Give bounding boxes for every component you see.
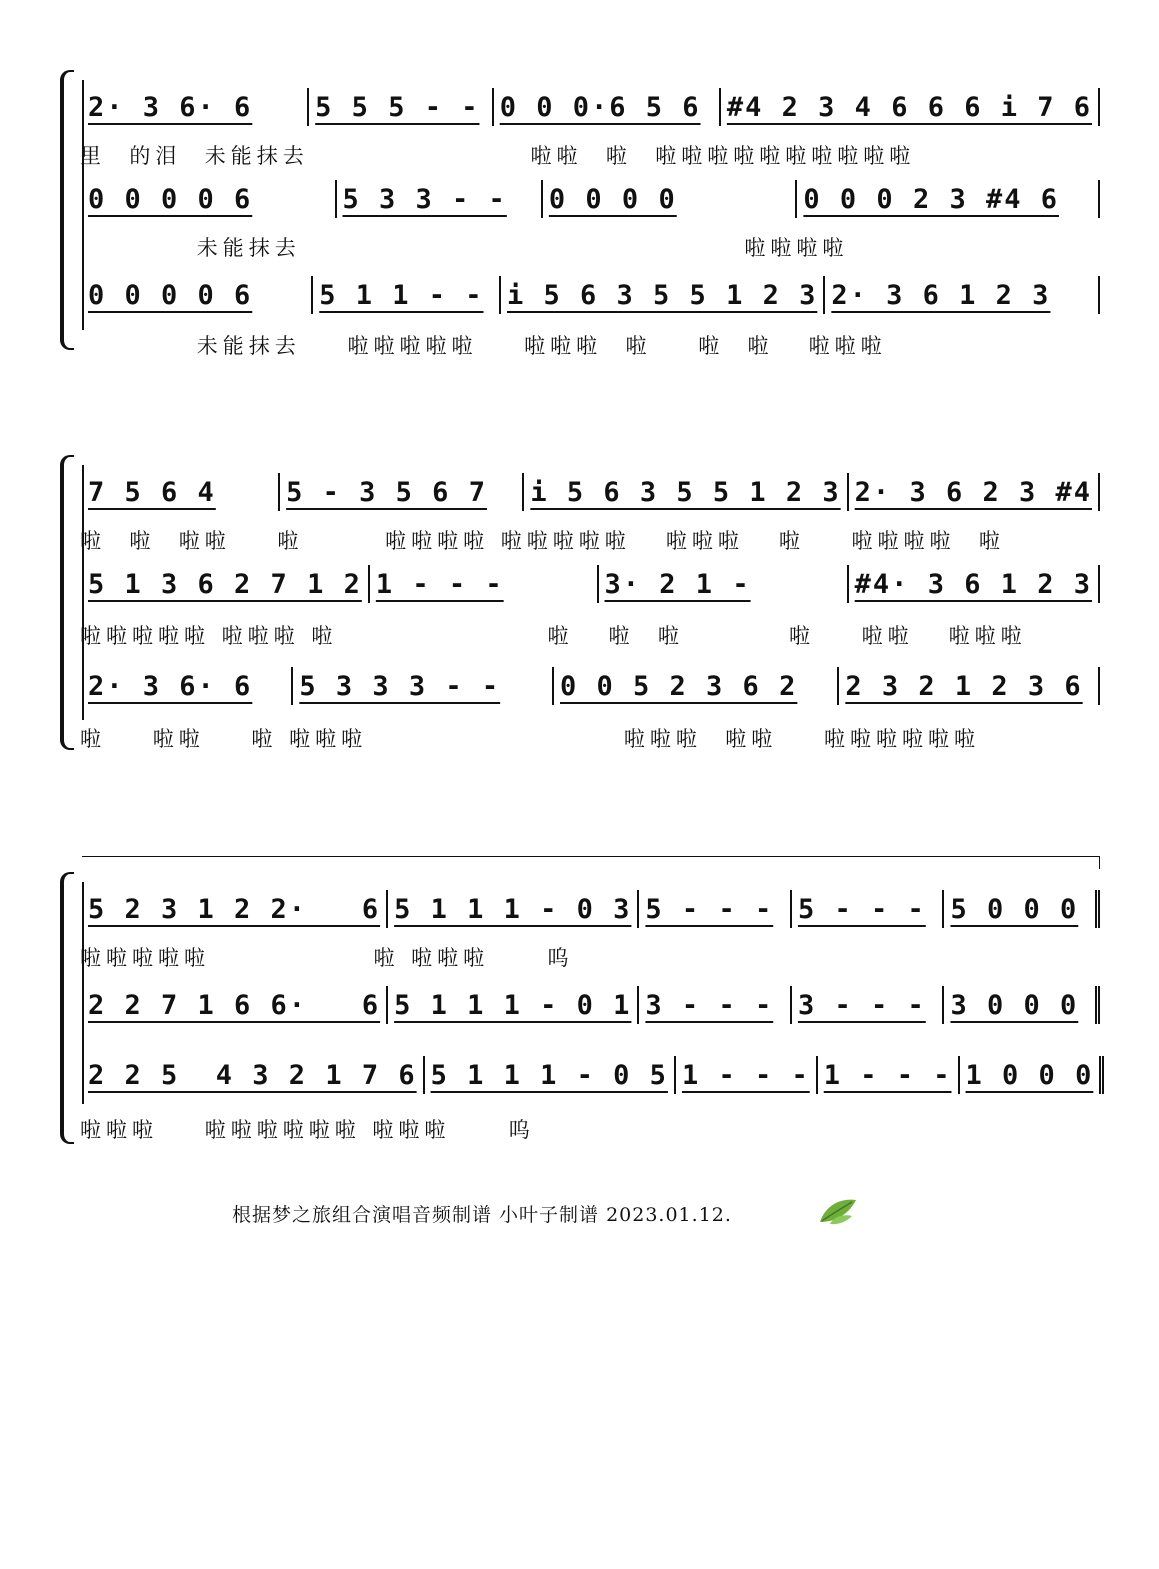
measure: 0 0 0 0 6 <box>82 180 337 218</box>
measure: 0 0 5 2 3 6 2 <box>554 667 839 705</box>
measure: 5 3 3 - - <box>337 180 543 218</box>
system-bracket <box>60 872 74 1144</box>
measure: 5 3 3 3 - - <box>293 667 554 705</box>
voice-3-row <box>82 1056 1100 1094</box>
voice-3-row <box>82 276 1100 314</box>
measure: #4· 3 6 1 2 3 <box>849 565 1100 603</box>
measure: 2 2 5 4 3 2 1 7 6 <box>82 1056 425 1094</box>
system-top-rule <box>82 856 1100 869</box>
measure: i 5 6 3 5 5 1 2 3 <box>524 473 848 511</box>
measure: 7 5 6 4 <box>82 473 280 511</box>
measure: 2· 3 6 2 3 #4 <box>849 473 1100 511</box>
measure: 5 1 1 - - <box>313 276 501 314</box>
score-system-1 <box>60 70 1100 358</box>
voice-3-row <box>82 667 1100 705</box>
measure: 5 - - - <box>639 890 792 928</box>
lyric-line: 未能抹去 啦啦啦啦 <box>80 236 849 260</box>
leaf-icon <box>816 1196 858 1226</box>
lyric-line: 未能抹去 啦啦啦啦啦 啦啦啦 啦 啦 啦 啦啦啦 <box>80 334 887 358</box>
lyric-line: 啦啦啦啦啦 啦啦啦 啦 啦 啦 啦 啦 啦啦 啦啦啦 <box>80 624 1027 648</box>
final-measure: 3 0 0 0 <box>944 986 1100 1024</box>
measure: 1 - - - <box>370 565 599 603</box>
lyric-line: 啦 啦啦 啦 啦啦啦 啦啦啦 啦啦 啦啦啦啦啦啦 <box>80 727 980 751</box>
measure: 2· 3 6· 6 <box>82 667 293 705</box>
measure: 0 0 0 2 3 #4 6 <box>797 180 1100 218</box>
measure: 5 5 5 - - <box>309 88 494 126</box>
measure: i 5 6 3 5 5 1 2 3 <box>501 276 825 314</box>
measure: 5 - 3 5 6 7 <box>280 473 524 511</box>
measure: 3· 2 1 - <box>599 565 849 603</box>
transcription-credit: 根据梦之旅组合演唱音频制谱 小叶子制谱 2023.01.12. <box>232 1204 732 1226</box>
measure: 5 1 3 6 2 7 1 2 <box>82 565 370 603</box>
lyric-line: 啦啦啦啦啦 啦 啦啦啦 呜 <box>80 946 574 970</box>
measure: 3 - - - <box>639 986 792 1024</box>
final-measure: 5 0 0 0 <box>944 890 1100 928</box>
measure: 2 3 2 1 2 3 6 <box>839 667 1100 705</box>
voice-1-row <box>82 890 1100 928</box>
voice-1-row <box>82 88 1100 126</box>
score-system-2 <box>60 455 1100 750</box>
system-bracket <box>60 70 74 350</box>
measure: 5 1 1 1 - 0 3 <box>388 890 639 928</box>
measure: 2· 3 6 1 2 3 <box>825 276 1100 314</box>
measure: 5 1 1 1 - 0 5 <box>425 1056 676 1094</box>
measure: 5 1 1 1 - 0 1 <box>388 986 639 1024</box>
system-bracket <box>60 455 74 750</box>
voice-1-row <box>82 473 1100 511</box>
voice-2-row <box>82 565 1100 603</box>
measure: 2 2 7 1 6 6· 6 <box>82 986 388 1024</box>
final-measure: 1 0 0 0 <box>960 1056 1105 1094</box>
measure: #4 2 3 4 6 6 6 i 7 6 <box>721 88 1100 126</box>
measure: 3 - - - <box>792 986 945 1024</box>
score-system-3 <box>60 872 1100 1144</box>
measure: 5 2 3 1 2 2· 6 <box>82 890 388 928</box>
lyric-line: 里 的泪 未能抹去 啦啦 啦 啦啦啦啦啦啦啦啦啦啦 <box>80 144 916 168</box>
measure: 5 - - - <box>792 890 945 928</box>
voice-2-row <box>82 986 1100 1024</box>
measure: 1 - - - <box>676 1056 818 1094</box>
measure: 0 0 0 0 6 <box>82 276 313 314</box>
measure: 0 0 0 0 <box>543 180 798 218</box>
measure: 0 0 0·6 5 6 <box>494 88 721 126</box>
voice-2-row <box>82 180 1100 218</box>
lyric-line: 啦 啦 啦啦 啦 啦啦啦啦 啦啦啦啦啦 啦啦啦 啦 啦啦啦啦 啦 <box>80 529 1005 553</box>
lyric-line: 啦啦啦 啦啦啦啦啦啦 啦啦啦 呜 <box>80 1118 535 1142</box>
measure: 1 - - - <box>818 1056 960 1094</box>
measure: 2· 3 6· 6 <box>82 88 309 126</box>
